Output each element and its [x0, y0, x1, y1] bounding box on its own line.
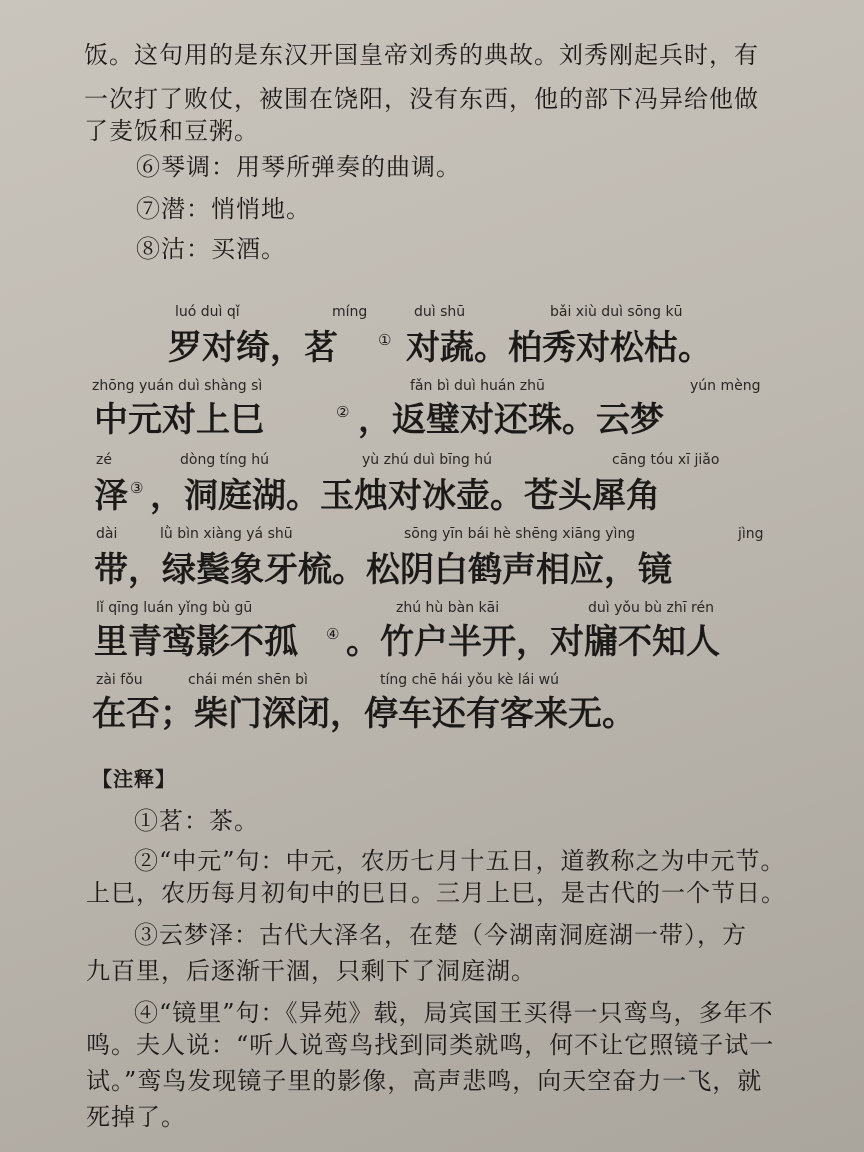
top-text-line: 一次打了败仗，被围在饶阳，没有东西，他的部下冯异给他做 — [84, 85, 759, 113]
verse-text: 罗对绮，茗 — [168, 328, 338, 368]
pinyin: chái mén shēn bì — [188, 672, 308, 688]
pinyin: bǎi xiù duì sōng kū — [550, 304, 683, 320]
notes-heading: 【注释】 — [92, 767, 176, 791]
note-line: 鸣。夫人说：“听人说鸾鸟找到同类就鸣，何不让它照镜子试一 — [86, 1031, 775, 1059]
verse-text: 泽 — [94, 476, 128, 516]
pinyin: sōng yīn bái hè shēng xiāng yìng — [404, 526, 636, 542]
top-text-line: 饭。这句用的是东汉开国皇帝刘秀的典故。刘秀刚起兵时，有 — [84, 41, 759, 69]
verse-text: 对蔬。柏秀对松枯。 — [406, 328, 712, 368]
pinyin: yù zhú duì bīng hú — [362, 452, 492, 468]
pinyin: dài — [96, 526, 118, 542]
note-line: 试。”鸾鸟发现镜子里的影像，高声悲鸣，向天空奋力一飞，就 — [86, 1067, 763, 1095]
verse-text: ，洞庭湖。玉烛对冰壶。苍头犀角 — [150, 476, 660, 516]
pinyin: yún mèng — [690, 378, 761, 394]
pinyin: zé — [96, 452, 112, 468]
note-line: 死掉了。 — [86, 1103, 186, 1131]
note-line: ④“镜里”句：《异苑》载，局宾国王买得一只鸾鸟，多年不 — [134, 999, 774, 1027]
pinyin: zài fǒu — [96, 672, 143, 688]
verse-text: 里青鸾影不孤 — [94, 622, 298, 662]
pinyin: lǜ bìn xiàng yá shū — [160, 526, 293, 542]
note-6: ⑥琴调：用琴所弹奏的曲调。 — [136, 153, 461, 181]
pinyin: zhōng yuán duì shàng sì — [92, 378, 263, 394]
pinyin: zhú hù bàn kāi — [396, 600, 500, 616]
pinyin: dòng tíng hú — [180, 452, 269, 468]
footnote-marker: ② — [336, 403, 350, 421]
note-line: ③云梦泽：古代大泽名，在楚（今湖南洞庭湖一带），方 — [134, 921, 747, 949]
footnote-marker: ④ — [326, 625, 340, 643]
top-text-line: 了麦饭和豆粥。 — [84, 117, 259, 145]
pinyin: jìng — [738, 526, 764, 542]
verse-text: 带，绿鬓象牙梳。松阴白鹤声相应，镜 — [94, 550, 672, 590]
note-line: ②“中元”句：中元，农历七月十五日，道教称之为中元节。 — [134, 847, 786, 875]
verse-text: 。竹户半开，对牖不知人 — [346, 622, 720, 662]
pinyin: míng — [332, 304, 368, 320]
pinyin: tíng chē hái yǒu kè lái wú — [380, 672, 559, 688]
pinyin: cāng tóu xī jiǎo — [612, 452, 720, 468]
pinyin: luó duì qǐ — [175, 304, 240, 320]
pinyin: fǎn bì duì huán zhū — [410, 378, 545, 394]
note-line: 上巳，农历每月初旬中的巳日。三月上巳，是古代的一个节日。 — [86, 879, 786, 907]
verse-text: ，返璧对还珠。云梦 — [358, 400, 664, 440]
verse-text: 中元对上巳 — [94, 400, 264, 440]
footnote-marker: ① — [378, 331, 392, 349]
footnote-marker: ③ — [130, 479, 144, 497]
note-7: ⑦潜：悄悄地。 — [136, 195, 311, 223]
note-8: ⑧沽：买酒。 — [136, 235, 286, 263]
pinyin: duì shū — [414, 304, 466, 320]
pinyin: duì yǒu bù zhī rén — [588, 600, 714, 616]
pinyin: lǐ qīng luán yǐng bù gū — [96, 600, 253, 616]
note-line: ①茗：茶。 — [134, 807, 259, 835]
verse-text: 在否；柴门深闭，停车还有客来无。 — [92, 694, 636, 734]
note-line: 九百里，后逐渐干涸，只剩下了洞庭湖。 — [86, 957, 536, 985]
